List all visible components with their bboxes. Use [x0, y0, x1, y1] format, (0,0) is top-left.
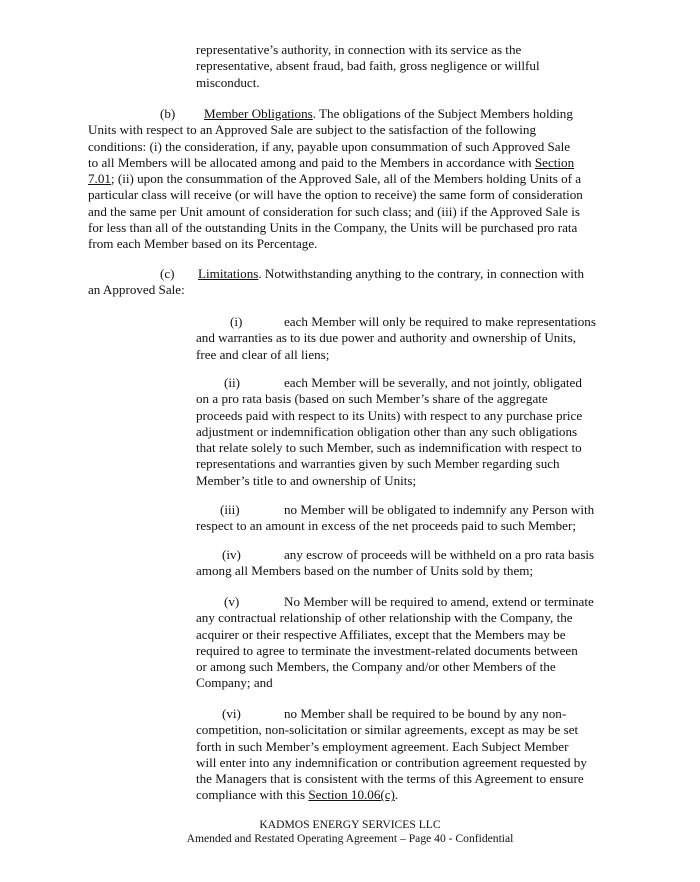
item-numeral: (iii) [220, 502, 240, 517]
text-line: proceeds paid with respect to its Units) with respect to any purchase price [196, 407, 583, 423]
text-line: competition, non-solicitation or similar agreements, except as may be set [196, 722, 579, 738]
text-line: misconduct. [196, 74, 260, 90]
text-line: free and clear of all liens; [196, 346, 330, 362]
section-c-marker: (c) [160, 266, 175, 281]
continuation-paragraph [196, 42, 540, 91]
text-line: forth in such Member’s employment agreement. Each Subject Member [196, 738, 569, 754]
text-line: particular class will receive (or will have the option to receive) the same form of consideration [88, 187, 583, 203]
text-line: Units with respect to an Approved Sale are subject to the satisfaction of the following [88, 122, 536, 138]
section-b-marker: (b) [160, 106, 176, 121]
section-b-text: ; (ii) upon the consummation of the Approved Sale, all of the Members holding Units of a [110, 171, 582, 187]
text-line: representations and warranties given by such Member regarding such [196, 456, 560, 472]
text-line: will enter into any indemnification or contribution agreement requested by [196, 754, 587, 770]
text-line: Company; and [196, 675, 273, 691]
text-line [196, 787, 587, 803]
text-line: an Approved Sale: [88, 282, 185, 298]
text-line [196, 375, 582, 391]
section-b-text: . The obligations of the Subject Members holding [312, 106, 573, 121]
text-line [196, 706, 587, 722]
section-7-01-reference: 7.01 [88, 171, 111, 187]
text-line: from each Member based on its Percentage. [88, 236, 318, 252]
text-line [88, 155, 583, 171]
limitation-item-i [196, 314, 596, 363]
section-7-01-reference: Section [534, 154, 575, 170]
text-line: or among such Members, the Company and/or other Members of the [196, 659, 556, 675]
text-line: for less than all of the outstanding Units in the Company, the Units will be purchased pro rata [88, 220, 578, 236]
text-line: and the same per Unit amount of consideration for such class; and (iii) if the Approved Sale is [88, 203, 580, 219]
text-line [196, 502, 594, 518]
text-line: the Managers that is consistent with the terms of this Agreement to ensure [196, 771, 584, 787]
text-line: that relate solely to such Member, such as indemnification with respect to [196, 440, 582, 456]
item-text: compliance with this [196, 787, 309, 803]
limitation-item-iv [196, 547, 594, 580]
section-c-heading: Limitations [198, 266, 259, 281]
item-numeral: (iv) [222, 547, 241, 562]
text-line [88, 266, 584, 282]
section-10-06c-reference: Section 10.06(c) [308, 787, 395, 803]
text-line: acquirer or their respective Affiliates, except that the Members may be [196, 626, 566, 642]
item-text: any escrow of proceeds will be withheld on a pro rata basis [284, 547, 595, 562]
page-footer-company: KADMOS ENERGY SERVICES LLC [259, 818, 441, 831]
section-b-text: to all Members will be allocated among and paid to the Members in accordance with [88, 154, 535, 170]
text-line: adjustment or indemnification obligation other than any such obligations [196, 423, 578, 439]
item-numeral: (ii) [224, 375, 240, 390]
text-line: and warranties as to its due power and authority and ownership of Units, [196, 330, 576, 346]
item-text: no Member will be obligated to indemnify any Person with [284, 502, 595, 517]
text-line [196, 314, 596, 330]
text-line: respect to an amount in excess of the net proceeds paid to such Member; [196, 518, 576, 534]
text-line: representative’s authority, in connection with its service as the [196, 42, 522, 57]
item-text: no Member shall be required to be bound by any non- [284, 706, 567, 721]
item-numeral: (vi) [222, 706, 241, 721]
limitation-item-iii [196, 502, 594, 535]
limitation-item-v [196, 594, 594, 692]
text-line: among all Members based on the number of Units sold by them; [196, 563, 534, 579]
text-line [196, 547, 594, 563]
section-b-paragraph [88, 106, 583, 253]
item-text: No Member will be required to amend, extend or terminate [284, 594, 594, 609]
text-line [88, 106, 583, 122]
text-line: any contractual relationship of other relationship with the Company, the [196, 610, 573, 626]
text-line [88, 171, 583, 187]
limitation-item-ii [196, 375, 582, 489]
text-line: conditions: (i) the consideration, if any, payable upon consummation of such Approved Sale [88, 138, 571, 154]
text-line [196, 594, 594, 610]
item-numeral: (v) [224, 594, 240, 609]
text-line: representative, absent fraud, bad faith, gross negligence or willful [196, 58, 540, 74]
limitation-item-vi [196, 706, 587, 804]
section-b-heading: Member Obligations [204, 106, 313, 121]
text-line: on a pro rata basis (based on such Member’s share of the aggregate [196, 391, 548, 407]
page-footer-doc-line: Amended and Restated Operating Agreement – Page 40 - Confidential [186, 832, 514, 845]
item-text: each Member will only be required to make representations [284, 314, 596, 329]
text-line: required to agree to terminate the investment-related documents between [196, 642, 578, 658]
item-text: . [394, 787, 399, 803]
item-numeral: (i) [230, 314, 243, 329]
section-c-paragraph [88, 266, 584, 299]
section-c-text: . Notwithstanding anything to the contrary, in connection with [258, 266, 585, 281]
text-line: Member’s title to and ownership of Units; [196, 472, 417, 488]
item-text: each Member will be severally, and not jointly, obligated [284, 375, 582, 390]
